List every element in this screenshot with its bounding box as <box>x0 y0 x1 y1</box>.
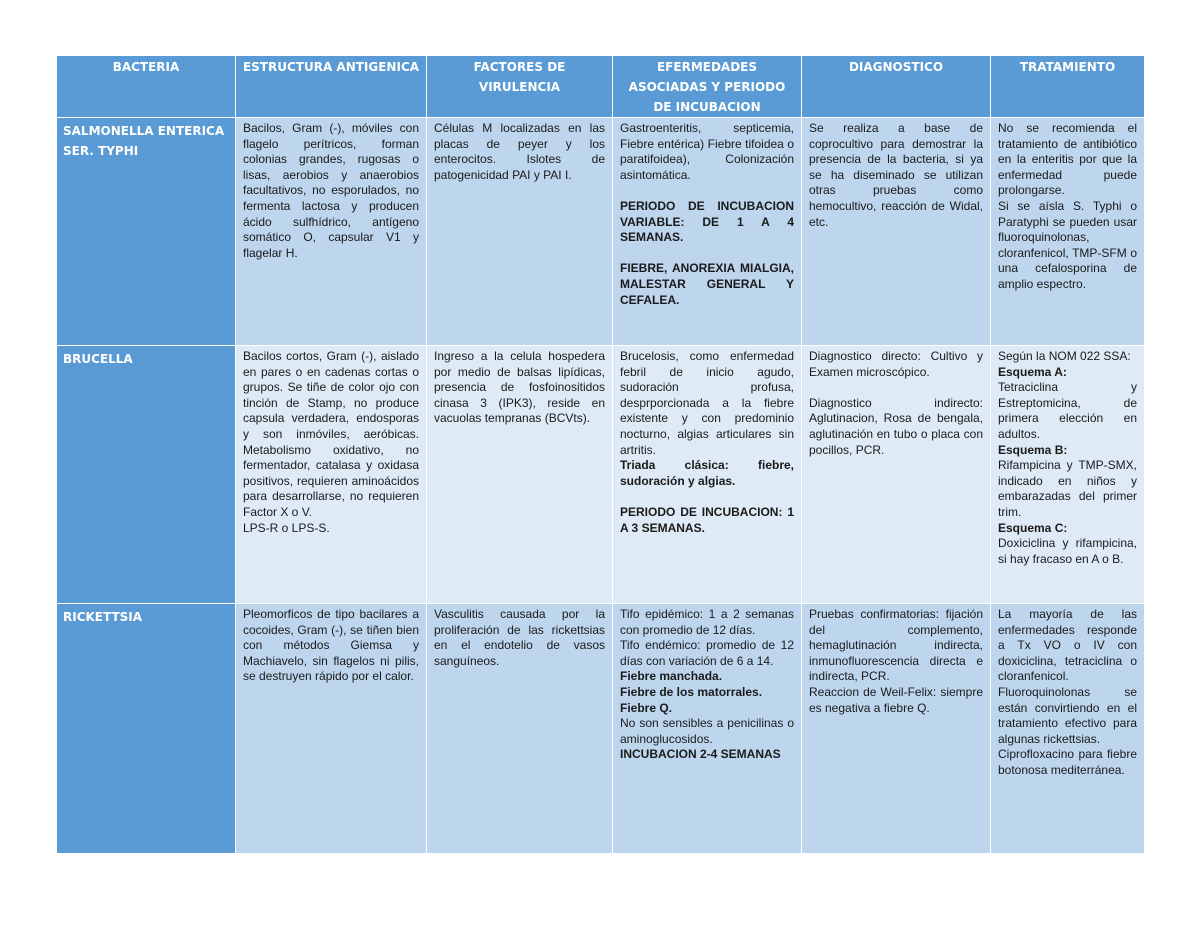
cell-paragraph: INCUBACION 2-4 SEMANAS <box>620 747 781 762</box>
cell-paragraph: Rifampicina y TMP-SMX, indicado en niños y embarazadas del primer trim. <box>998 458 1137 519</box>
header-diagnostico: DIAGNOSTICO <box>802 56 991 118</box>
cell-paragraph: Esquema B: <box>998 442 1068 457</box>
cell-paragraph: FIEBRE, ANOREXIA MIALGIA, MALESTAR GENERAL Y CEFALEA. <box>620 261 794 307</box>
header-tratamiento: TRATAMIENTO <box>991 56 1145 118</box>
cell-paragraph: Esquema C: <box>998 520 1068 535</box>
cell-paragraph: Si se aísla S. Typhi o Paratyphi se pueden usar fluoroquinolonas, cloranfenicol, TMP-SFM o una cefalosporina de amplio espectro. <box>998 198 1137 291</box>
factores-virulencia-cell <box>427 346 613 604</box>
tratamiento-cell <box>991 604 1145 854</box>
cell-paragraph: Gastroenteritis, septicemia, Fiebre entérica) Fiebre tifoidea o paratifoidea), Colonización asintomática. <box>620 121 794 182</box>
cell-paragraph: PERIODO DE INCUBACION: 1 A 3 SEMANAS. <box>620 504 794 535</box>
cell-paragraph: Pruebas confirmatorias: fijación del complemento, hemaglutinación indirecta, inmunofluorescencia directa e indirecta, PCR. <box>809 607 983 684</box>
estructura-antigenica-cell <box>236 604 427 854</box>
cell-paragraph: Reaccion de Weil-Felix: siempre es negativa a fiebre Q. <box>809 684 983 715</box>
cell-paragraph: Se realiza a base de coprocultivo para demostrar la presencia de la bacteria, si ya se ha diseminado se utilizan otras pruebas como hemocultivo, reacción de Widal, etc. <box>809 121 983 229</box>
cell-paragraph: Pleomorficos de tipo bacilares a cocoides, Gram (-), se tiñen bien con métodos Giemsa y Machiavelo, sin flagelos ni pilis, se destruyen rápido por el calor. <box>243 607 419 684</box>
cell-paragraph: Ciprofloxacino para fiebre botonosa mediterránea. <box>998 747 1137 777</box>
cell-paragraph: Vasculitis causada por la proliferación de las rickettsias en el endotelio de vasos sanguíneos. <box>434 607 605 668</box>
header-enfermedades: EFERMEDADES ASOCIADAS Y PERIODO DE INCUBACION <box>613 56 802 118</box>
cell-paragraph: LPS-R o LPS-S. <box>243 520 330 535</box>
header-factores: FACTORES DE VIRULENCIA <box>427 56 613 118</box>
header-row <box>57 56 1145 118</box>
tratamiento-cell <box>991 118 1145 346</box>
estructura-antigenica-cell <box>236 118 427 346</box>
cell-paragraph: No son sensibles a penicilinas o aminoglucosidos. <box>620 716 794 746</box>
cell-paragraph: No se recomienda el tratamiento de antibiótico en la enteritis por que la enfermedad puede prolongarse. <box>998 121 1137 198</box>
cell-paragraph: Esquema A: <box>998 364 1067 379</box>
cell-paragraph: Bacilos, Gram (-), móviles con flagelo perítricos, forman colonias grandes, rugosas o lisas, aerobios y anaerobios facultativos, no esporulados, no fermenta lactosa y producen ácido sulfhídrico, antígeno somático O, capsular V1 y flagelar H. <box>243 121 419 260</box>
diagnostico-cell <box>802 604 991 854</box>
factores-virulencia-cell <box>427 604 613 854</box>
table-row <box>57 604 1145 854</box>
bacteria-name: BRUCELLA <box>57 346 236 604</box>
bacteria-name: SALMONELLA ENTERICA SER. TYPHI <box>57 118 236 346</box>
header-bacteria: BACTERIA <box>57 56 236 118</box>
estructura-antigenica-cell <box>236 346 427 604</box>
enfermedades-cell <box>613 346 802 604</box>
factores-virulencia-cell <box>427 118 613 346</box>
diagnostico-cell <box>802 118 991 346</box>
cell-paragraph: Diagnostico directo: Cultivo y Examen microscópico. <box>809 349 983 379</box>
bacteria-table <box>56 55 1145 854</box>
cell-paragraph: Diagnostico indirecto: Aglutinacion, Rosa de bengala, aglutinación en tubo o placa con pocillos, PCR. <box>809 395 983 457</box>
bacteria-name: RICKETTSIA <box>57 604 236 854</box>
enfermedades-cell <box>613 604 802 854</box>
header-estructura: ESTRUCTURA ANTIGENICA <box>236 56 427 118</box>
table-row <box>57 346 1145 604</box>
cell-paragraph: Doxiciclina y rifampicina, si hay fracaso en A o B. <box>998 536 1137 566</box>
cell-paragraph: Fiebre manchada. <box>620 669 723 684</box>
cell-paragraph: Fiebre Q. <box>620 700 673 715</box>
cell-paragraph: La mayoría de las enfermedades responde a Tx VO o IV con doxiciclina, tetraciclina o cloranfenicol. <box>998 607 1137 684</box>
cell-paragraph: Fluoroquinolonas se están convirtiendo en el tratamiento efectivo para algunas rickettsias. <box>998 684 1137 746</box>
cell-paragraph: Fiebre de los matorrales. <box>620 684 763 699</box>
cell-paragraph: Brucelosis, como enfermedad febril de inicio agudo, sudoración profusa, desprporcionada a la fiebre existente y con predominio nocturno, algias articulares sin artritis. <box>620 349 794 457</box>
cell-paragraph: Tetraciclina y Estreptomicina, de primera elección en adultos. <box>998 380 1137 441</box>
cell-paragraph: Ingreso a la celula hospedera por medio de balsas lipídicas, presencia de fosfoinositidos cinasa 3 (IPK3), reside en vacuolas tempranas (BCVts). <box>434 349 605 426</box>
table-body <box>57 118 1145 854</box>
cell-paragraph: Células M localizadas en las placas de peyer y los enterocitos. Islotes de patogenicidad PAI y PAI I. <box>434 121 605 182</box>
cell-paragraph: Bacilos cortos, Gram (-), aislado en pares o en cadenas cortas o grupos. Se tiñe de color ojo con tinción de Stamp, no produce capsula verdadera, endosporas y son inmóviles, aeróbicas. Metabolismo oxidativo, no fermentador, catalasa y oxidasa positivos, requieren aminoácidos para desarrollarse, no requieren Factor X o V. <box>243 349 419 519</box>
table-row <box>57 118 1145 346</box>
cell-paragraph: Tifo epidémico: 1 a 2 semanas con promedio de 12 días. <box>620 607 794 637</box>
cell-paragraph: Según la NOM 022 SSA: <box>998 349 1131 363</box>
enfermedades-cell <box>613 118 802 346</box>
cell-paragraph: PERIODO DE INCUBACION VARIABLE: DE 1 A 4 SEMANAS. <box>620 198 794 245</box>
cell-paragraph: Triada clásica: fiebre, sudoración y algias. <box>620 458 794 488</box>
cell-paragraph: Tifo endémico: promedio de 12 días con variación de 6 a 14. <box>620 638 794 668</box>
tratamiento-cell <box>991 346 1145 604</box>
diagnostico-cell <box>802 346 991 604</box>
